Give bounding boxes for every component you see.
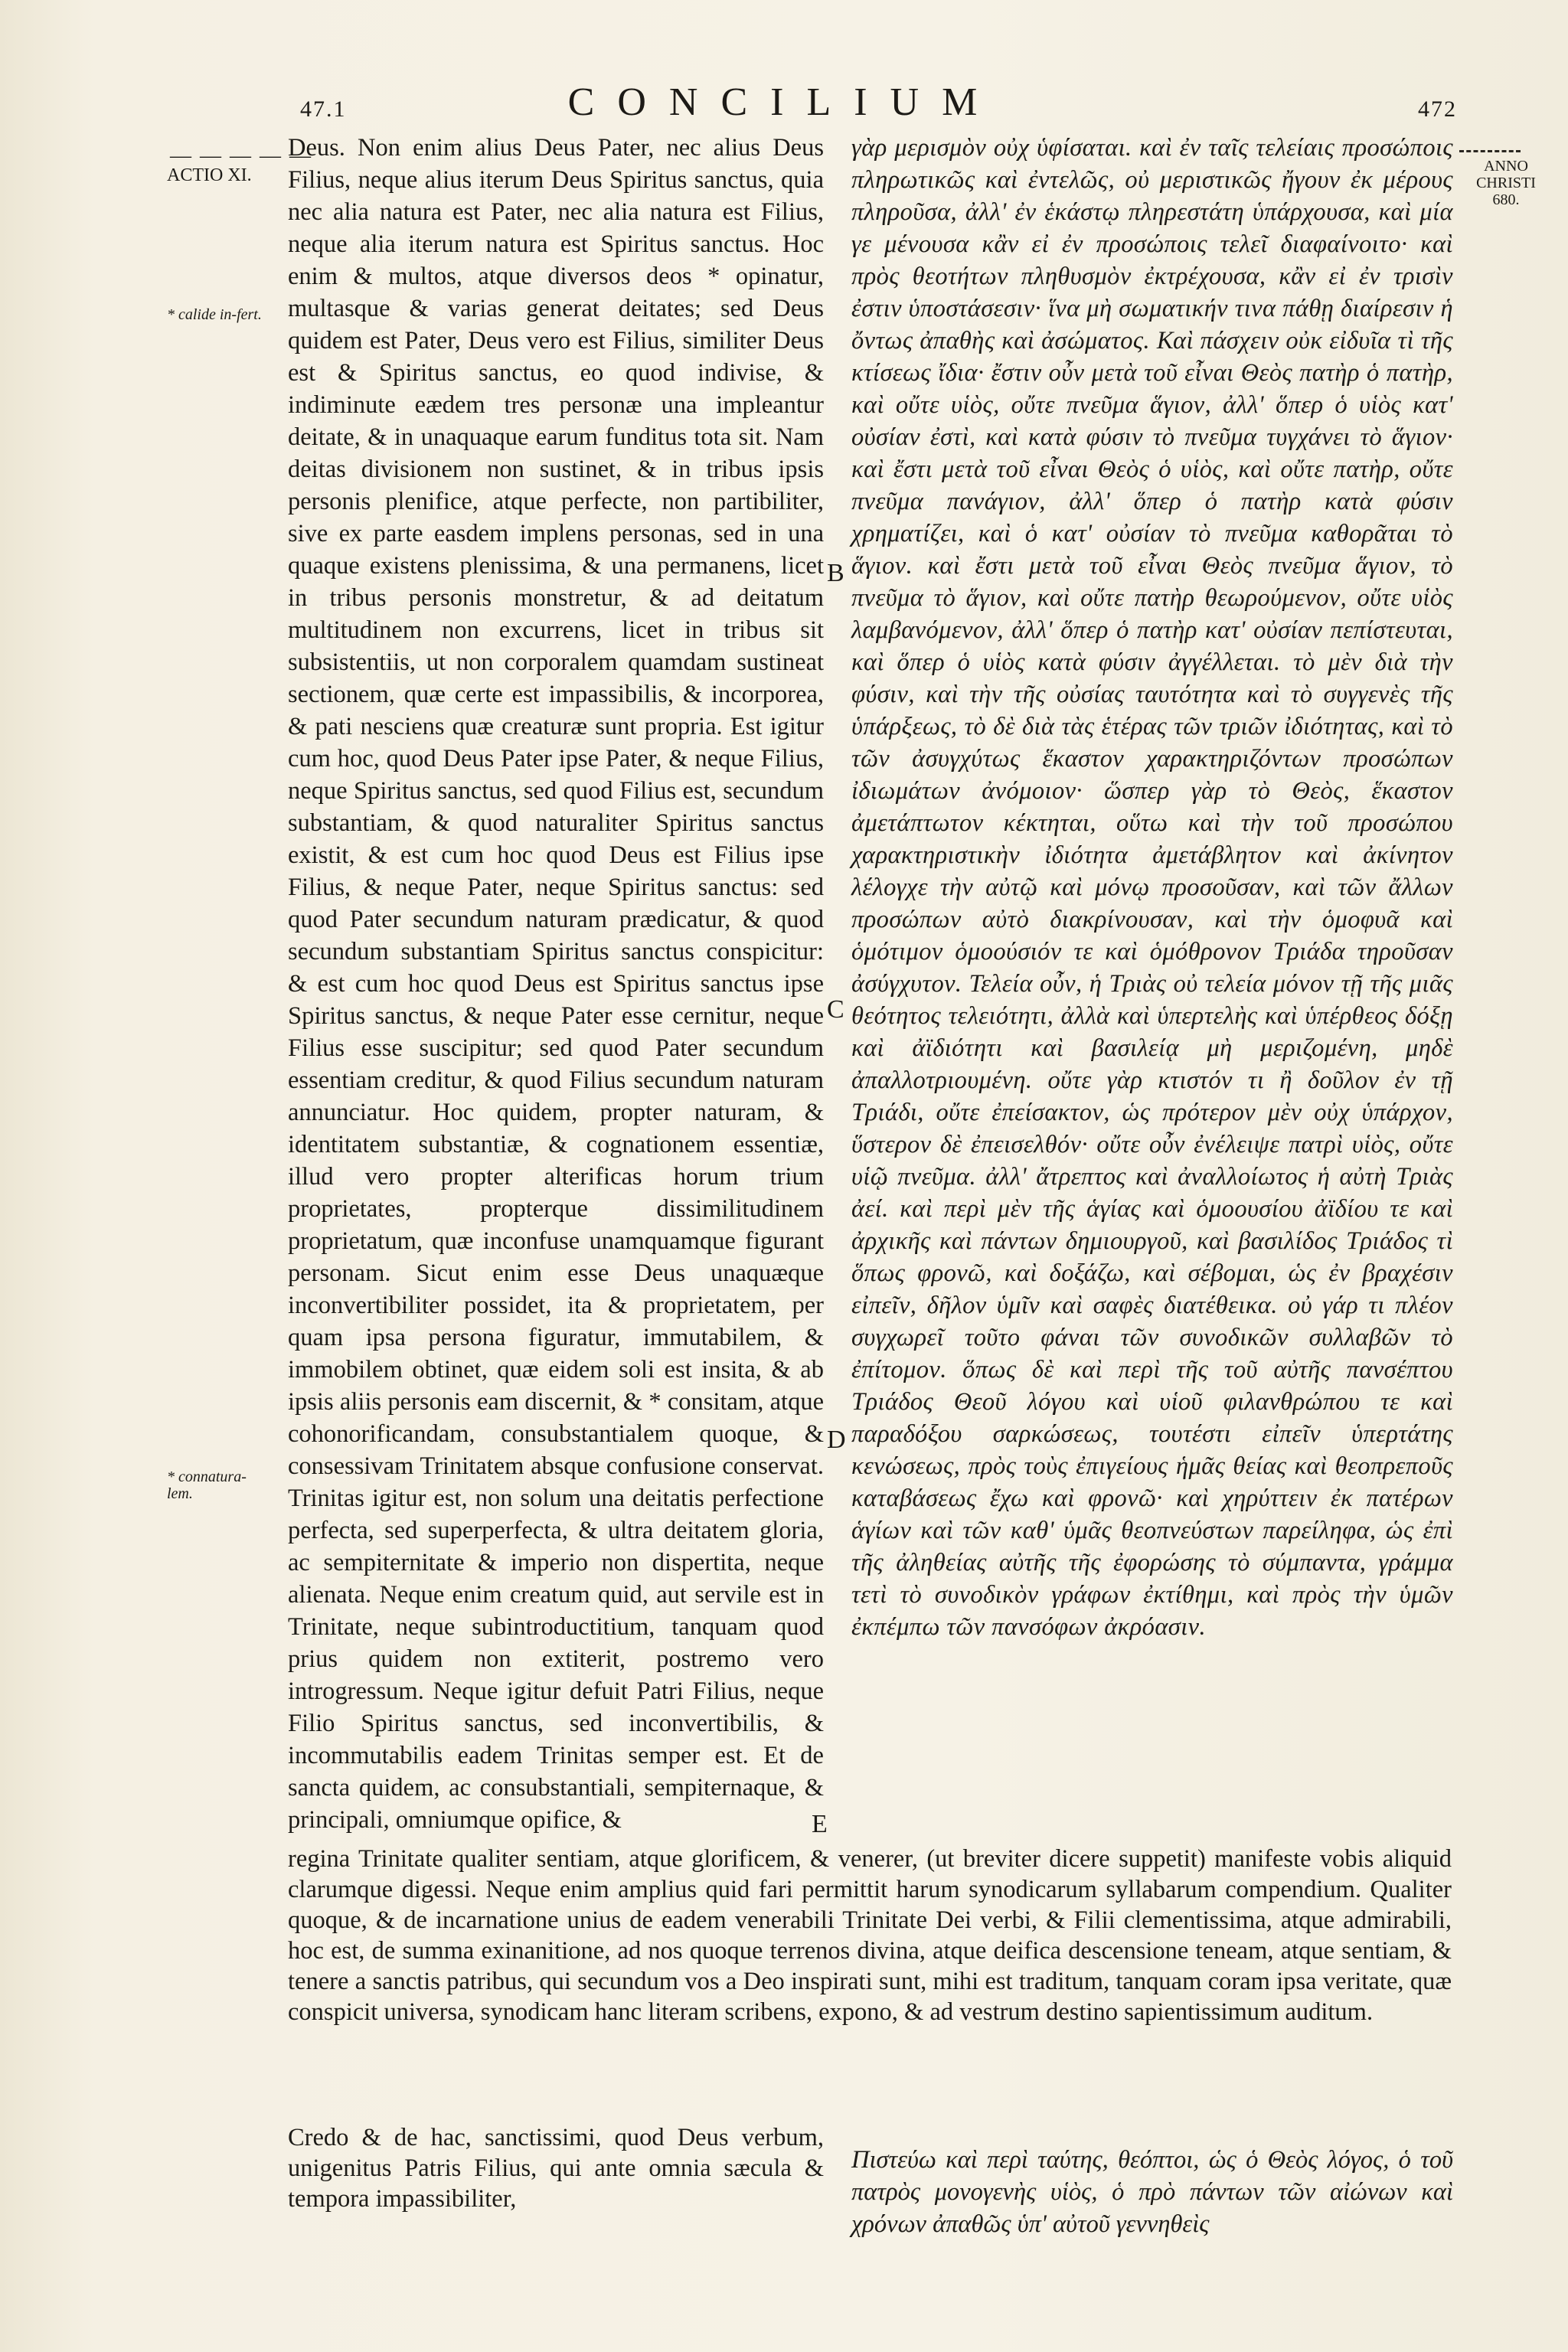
anno-label: ANNO CHRISTI 680.: [1476, 158, 1536, 208]
section-letter-d: D: [827, 1426, 846, 1454]
bottom-greek-paragraph: Πιστεύω καὶ περὶ ταύτης, θεόπτοι, ὡς ὁ Θεὸς λόγος, ὁ τοῦ πατρὸς μονογενὴς υἱὸς, ὁ πρὸ πάντων τῶν αἰώνων καὶ χρόνων ἀπαθῶς ὑπ' αὐτοῦ γεννηθεὶς: [851, 2146, 1453, 2238]
greek-text: γὰρ μερισμὸν οὐχ ὑφίσαται. καὶ ἐν ταῖς τελείαις προσώποις πληρωτικῶς καὶ ἐντελῶς, οὐ μεριστικῶς ἤγουν ἐκ μέρους πληροῦσα, ἀλλ' ἐν ἑκάστῳ πληρεστάτη ὑπάρχουσα, καὶ μία γε μένουσα κἂν εἰ ἐν προσώποις τελεῖ διαφαίνοιτο· καὶ πρὸς θεοτήτων πληθυσμὸν ἐκτρέχουσα, κἂν εἰ ἐν τρισὶν ἐστιν ὑποστάσεσιν· ἵνα μὴ σωματικήν τινα πάθῃ διαίρεσιν ἡ ὄντως ἀπαθὴς καὶ ἀσώματος. Καὶ πάσχειν οὐκ εἰδυῖα τὶ τῆς κτίσεως ἴδια· ἔστιν οὖν μετὰ τοῦ εἶναι Θεὸς πατὴρ ὁ πατὴρ, καὶ οὔτε υἱὸς, οὔτε πνεῦμα ἅγιον, ἀλλ' ὅπερ ὁ υἱὸς κατ' οὐσίαν ἐστὶ, καὶ κατὰ φύσιν τὸ πνεῦμα τυγχάνει τὸ ἅγιον· καὶ ἔστι μετὰ τοῦ εἶναι Θεὸς ὁ υἱὸς, καὶ οὔτε πατὴρ, οὔτε πνεῦμα πανάγιον, ἀλλ' ὅπερ ὁ πατὴρ κατὰ φύσιν χρηματίζει, καὶ ὁ κατ' οὐσίαν τὸ πνεῦμα καθορᾶται τὸ ἅγιον. καὶ ἔστι μετὰ τοῦ εἶναι Θεὸς πνεῦμα ἅγιον, τὸ πνεῦμα τὸ ἅγιον, καὶ οὔτε πατὴρ θεωρούμενον, οὔτε υἱὸς λαμβανόμενον, ἀλλ' ὅπερ ὁ πατὴρ κατ' οὐσίαν πεπίστευται, καὶ ὅπερ ὁ υἱὸς κατὰ φύσιν ἀγγέλλεται. τὸ μὲν διὰ τὴν φύσιν, καὶ τὴν τῆς οὐσίας ταυτότητα καὶ τὸ συγγενὲς τῆς ὑπάρξεως, τὸ δὲ διὰ τὰς ἑτέρας τῶν τριῶν ἰδιότητας, καὶ τὸ τῶν ἀσυγχύτως ἕκαστον χαρακτηριζόντων προσώπων ἰδιωμάτων ἀνόμοιον· ὥσπερ γὰρ τὸ Θεὸς, ἕκαστον ἀμετάπτωτον κέκτηται, οὕτω καὶ τὴν τοῦ προσώπου χαρακτηριστικὴν ἰδιότητα ἀμετάβλητον καὶ ἀκίνητον λέλογχε τὴν αὐτῷ καὶ μόνῳ προσοῦσαν, καὶ τῶν ἄλλων προσώπων αὐτὸ διακρίνουσαν, καὶ τὴν ὁμοφυᾶ καὶ ὁμότιμον ὁμοούσιόν τε καὶ ὁμόθρονον Τριάδα τηροῦσαν ἀσύγχυτον. Τελεία οὖν, ἡ Τριὰς οὐ τελεία μόνον τῇ τῆς μιᾶς θεότητος τελειότητι, ἀλλὰ καὶ ὑπερτελὴς καὶ ὑπέρθεος δόξῃ καὶ ἀϊδιότητι καὶ βασιλείᾳ μὴ μεριζομένη, μηδὲ ἀπαλλοτριουμένη. οὔτε γὰρ κτιστόν τι ἢ δοῦλον ἐν τῇ Τριάδι, οὔτε ἐπείσακτον, ὡς πρότερον μὲν οὐχ ὑπάρχον, ὕστερον δὲ ἐπεισελθόν· οὔτε οὖν ἐνέλειψε πατρὶ υἱὸς, οὔτε υἱῷ πνεῦμα. ἀλλ' ἄτρεπτος καὶ ἀναλλοίωτος ἡ αὐτὴ Τριὰς ἀεί. καὶ περὶ μὲν τῆς ἁγίας καὶ ὁμοουσίου ἀϊδίου τε καὶ ἀρχικῆς καὶ πάντων δημιουργοῦ, καὶ βασιλίδος Τριάδος τὶ ὅπως φρονῶ, καὶ δοξάζω, καὶ σέβομαι, ὡς ἐν βραχέσιν εἰπεῖν, δῆλον ὑμῖν καὶ σαφὲς διατέθεικα. οὐ γάρ τι πλέον συγχωρεῖ τοῦτο φάναι τῶν συνοδικῶν συλλαβῶν τὸ ἐπίτομον. ὅπως δὲ καὶ περὶ τῆς τοῦ αὐτῆς πανσέπτου Τριάδος Θεοῦ λόγου καὶ υἱοῦ φιλανθρώπου τε καὶ παραδόξου σαρκώσεως, τουτέστι εἰπεῖν ὑπερτάτης κενώσεως, πρὸς τοὺς ἐπιγείους ἡμᾶς θείας καὶ θεοπρεποῦς καταβάσεως ἔχω καὶ φρονῶ· καὶ χηρύττειν ἐκ πατέρων ἁγίων καὶ τῶν καθ' ὑμᾶς θεοπνεύστων παρείληφα, ὡς ἐπὶ τῆς ἀληθείας αὐτῆς τῆς ἐφορώσης τὸ σύμπαντα, γράμμα τετὶ τὸ συνοδικὸν γράφων ἐκτίθημι, καὶ πρὸς τὴν ὑμῶν ἐκπέμπω τῶν πανσόφων ἀκρόασιν.: [851, 134, 1453, 1641]
header-rule-right: [1459, 150, 1521, 155]
section-letter-c: C: [827, 995, 844, 1024]
margin-note-1: * calide in-fert.: [167, 306, 262, 323]
bottom-latin-paragraph: Credo & de hac, sanctissimi, quod Deus verbum, unigenitus Patris Filius, qui ante omnia sæcula & tempora impassibiliter,: [288, 2124, 824, 2213]
header-dashes: — — — — —: [170, 144, 312, 168]
folio-right: 472: [1418, 96, 1457, 122]
section-letter-b: B: [827, 559, 844, 587]
full-width-paragraph: regina Trinitate qualiter sentiam, atque glorificem, & venerer, (ut breviter dicere suppetit) manifeste vobis aliquid clarumque digessi. Neque enim amplius quid fari permittit harum synodicarum syllabarum compendium. Qualiter quoque, & de incarnatione unius de eadem venerabili Trinitate Dei verbi, & Filii clementissima, atque admirabili, hoc est, de summa exinanitione, ad nos quoque terrenos divina, atque deifica descensione teneam, atque sentiam, & tenere a sanctis patribus, qui secundum vos a Deo inspirati sunt, mihi est traditum, tanquam coram ipsa veritate, quæ conspicit universa, synodicam hanc literam scribens, expono, & ad vestrum destino sapientissimum auditum.: [288, 1845, 1452, 2026]
latin-text: Deus. Non enim alius Deus Pater, nec alius Deus Filius, neque alius iterum Deus Spiritus sanctus, quia nec alia natura est Pater, nec alia natura est Filius, neque alia iterum natura est Spiritus sanctus. Hoc enim & multos, atque diversos deos * opinatur, multasque & varias generat deitates; sed Deus quidem est Pater, Deus vero est Filius, similiter Deus est & Spiritus sanctus, eo quod indivise, & indiminute eædem tres personæ una impleantur deitate, & in unaquaque earum funditus tota sit. Nam deitas divisionem non sustinet, & in tribus ipsis personis plenifice, atque perfecte, non partibiliter, sive ex parte easdem implens personas, sed in una quaque existens plenissima, & una permanens, licet in tribus personis monstretur, & ad deitatum multitudinem non excurrens, licet in tribus sit subsistentiis, ut non corporalem quamdam sustineat sectionem, quæ certe est impassibilis, & incorporea, & pati nesciens quæ creaturæ sunt propria. Est igitur cum hoc, quod Deus Pater ipse Pater, & neque Filius, neque Spiritus sanctus, sed quod Filius est, secundum substantiam, & quod naturaliter Spiritus sanctus existit, & est cum hoc quod Deus est Filius ipse Filius, & neque Pater, neque Spiritus sanctus: sed quod Pater secundum naturam prædicatur, & quod secundum substantiam Spiritus sanctus conspicitur: & est cum hoc quod Deus est Spiritus sanctus ipse Spiritus sanctus, & neque Pater esse cernitur, neque Filius esse suscipitur; sed quod Pater secundum essentiam creditur, & quod Filius secundum naturam annunciatur. Hoc quidem, propter naturam, & identitatem substantiæ, & cognationem essentiæ, illud vero propter alterificas horum trium proprietates, propterque dissimilitudinem proprietatum, quæ inconfuse unamquamque figurant personam. Sicut enim esse Deus unaquæque inconvertibiliter possidet, ita & proprietatem, per quam ipsa persona figuratur, immutabilem, & immobilem obtinet, quæ eidem soli est insita, & ab ipsis aliis personis eam discernit, & * consitam, atque cohonorificandam, consubstantialem quoque, & consessivam Trinitatem absque confusione conservat. Trinitas igitur est, non solum una deitatis perfectione perfecta, sed superperfecta, & ultra deitatem gloria, ac sempiternitate & imperio non dispertita, neque alienata. Neque enim creatum quid, aut servile est in Trinitate, neque subintroductitium, tanquam quod prius quidem non extiterit, postremo vero introgressum. Neque igitur defuit Patri Filius, neque Filio Spiritus sanctus, sed inconvertibilis, & incommutabilis eadem Trinitas semper est. Et de sancta quidem, ac consubstantiali, sempiternaque, & principali, omniumque opifice, &: [288, 134, 824, 1834]
folio-left: 47.1: [300, 96, 347, 122]
latin-column: [288, 132, 824, 1836]
margin-note-2: * connatura-lem.: [167, 1468, 247, 1502]
running-title: CONCILIUM: [567, 80, 1001, 124]
actio-label: ACTIO XI.: [167, 165, 252, 185]
section-letter-e: E: [812, 1810, 828, 1838]
greek-column: [851, 132, 1453, 1643]
